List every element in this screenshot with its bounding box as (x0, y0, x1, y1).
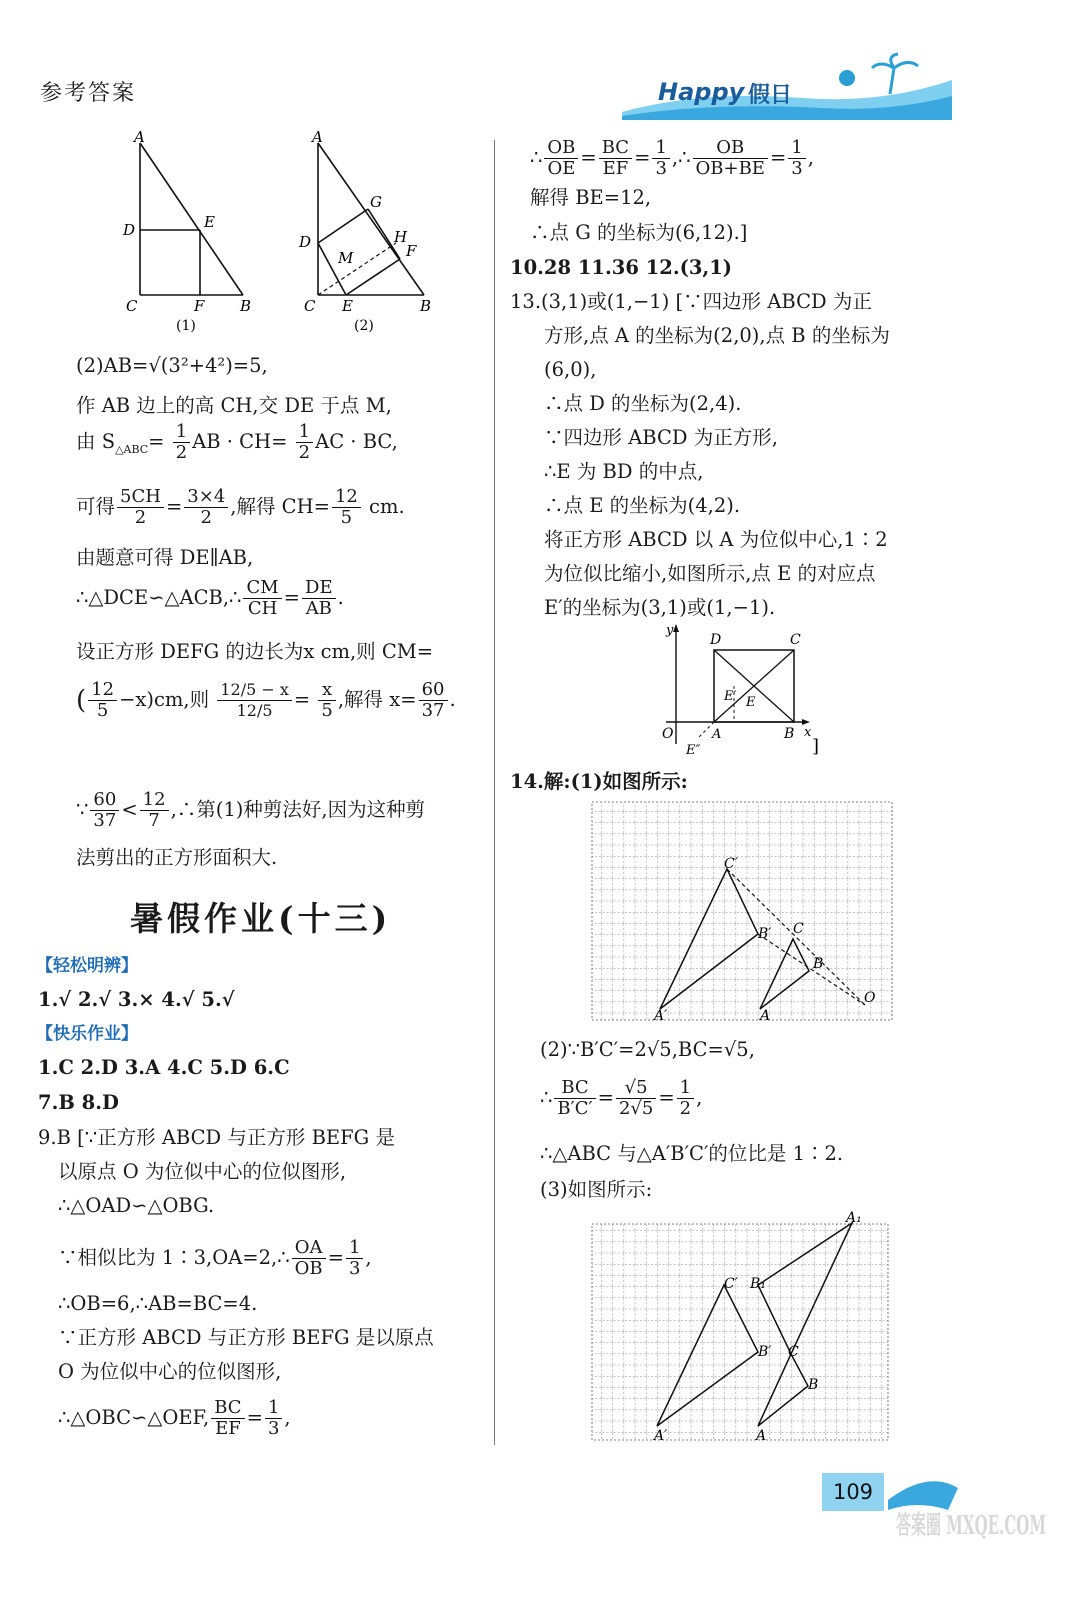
q9-line-1: 9.B [∵正方形 ABCD 与正方形 BEFG 是 (38, 1126, 395, 1149)
figure-2 (296, 125, 446, 335)
left-line-3: 由 $S_{\triangle ABC}=$ $\frac{1}{2}$ AB · CH= $\frac{1}{2}$ AC · BC, (76, 421, 398, 463)
grid1-label-B: B (813, 956, 824, 972)
q9-line-8: ∴△OBC∽△OEF, $\frac{BC}{EF}$ = $\frac{1}{3}$ , (58, 1397, 291, 1439)
right-line-3: ∴点 G 的坐标为(6,12).] (530, 221, 748, 244)
right-line-2: 解得 BE=12, (530, 186, 652, 209)
grid2-label-A1: A₁ (846, 1210, 862, 1226)
q13-label-x: x (804, 725, 812, 740)
grid-figure-2 (590, 1208, 894, 1444)
true-false-answers: 1.√ 2.√ 3.× 4.√ 5.√ (38, 988, 235, 1011)
fig1-caption: (1) (176, 318, 196, 334)
page-number: 109 (822, 1473, 884, 1511)
q13-bracket: ] (812, 736, 820, 757)
q13-label-E: E (746, 695, 756, 710)
right-line-6: 方形,点 A 的坐标为(2,0),点 B 的坐标为 (544, 324, 890, 347)
q13-label-O: O (662, 726, 674, 742)
logo-text: Happy (658, 78, 745, 106)
q9-line-6: ∵正方形 ABCD 与正方形 BEFG 是以原点 (58, 1326, 434, 1349)
left-line-1: (2)AB=√(3²+4²)=5, (76, 354, 268, 377)
right-line-11: ∴点 E 的坐标为(4,2). (544, 494, 741, 517)
fig1-label-B: B (240, 297, 252, 315)
fig2-label-M: M (338, 249, 354, 267)
grid1-label-C1: C′ (724, 856, 738, 872)
right-line-14: E′的坐标为(3,1)或(1,−1). (544, 596, 776, 619)
q13-label-E2: E″ (686, 743, 701, 758)
right-line-5: 13.(3,1)或(1,−1) [∵四边形 ABCD 为正 (510, 290, 872, 313)
fig1-label-A: A (134, 128, 145, 146)
grid1-label-O: O (864, 990, 876, 1006)
right-line-1: ∴ $\frac{OB}{OE}$ = $\frac{BC}{EF}$ = $\frac{1}{3}$ ,∴ $\frac{OB}{OB+BE}$ = $\frac{1}{3}$ , (530, 137, 814, 179)
tag-easy-judge: 【轻松明辨】 (36, 956, 138, 976)
right-line-4: 10.28 11.36 12.(3,1) (510, 256, 733, 279)
fig2-label-E: E (342, 297, 353, 315)
right-line-15: 14.解:(1)如图所示: (510, 770, 688, 793)
right-line-17: ∴ $\frac{BC}{B'C'}$ = $\frac{√5}{2√5}$ = $\frac{1}{2}$ , (540, 1077, 703, 1119)
mc-answers-2: 7.B 8.D (38, 1091, 119, 1114)
q13-label-E1: E′ (724, 689, 737, 704)
fig2-caption: (2) (354, 318, 374, 334)
fig1-label-D: D (123, 221, 136, 239)
q13-label-D: D (710, 632, 722, 648)
grid2-label-C: C (788, 1344, 799, 1360)
grid-figure-1 (590, 800, 894, 1022)
grid1-label-A: A (760, 1008, 771, 1022)
fig2-label-G: G (370, 193, 382, 211)
watermark-text: 答案圈 MXQE.COM (896, 1511, 1046, 1541)
logo-badge: 假日 (748, 83, 793, 108)
right-line-8: ∴点 D 的坐标为(2,4). (544, 392, 742, 415)
right-line-7: (6,0), (544, 358, 597, 381)
left-line-6: ∴△DCE∽△ACB,∴ $\frac{CM}{CH}$ = $\frac{DE}{AB}$ . (76, 577, 344, 619)
left-line-8: ( $\frac{12}{5}$ −x)cm,则 $\frac{12/5 - x}{12/5}$ = $\frac{x}{5}$ ,解得 x= $\frac{60}{37}$ . (76, 679, 456, 721)
fig2-label-F: F (406, 242, 417, 260)
q13-label-B: B (784, 726, 795, 742)
right-line-13: 为位似比缩小,如图所示,点 E 的对应点 (544, 562, 876, 585)
grid1-label-B1: B′ (758, 926, 772, 942)
fig2-label-A: A (312, 128, 323, 146)
watermark-logo (888, 1470, 1048, 1570)
left-line-9: ∵ $\frac{60}{37}$ < $\frac{12}{7}$ ,∴第(1)种剪法好,因为这种剪 (76, 789, 426, 831)
q13-label-y: y (666, 623, 674, 638)
right-line-9: ∵四边形 ABCD 为正方形, (544, 426, 778, 449)
column-divider (494, 140, 495, 1445)
fig2-label-H: H (394, 228, 408, 246)
grid2-label-C1: C′ (724, 1276, 738, 1292)
q9-line-5: ∴OB=6,∴AB=BC=4. (58, 1292, 258, 1315)
right-line-12: 将正方形 ABCD 以 A 为位似中心,1∶2 (544, 528, 888, 551)
left-line-2: 作 AB 边上的高 CH,交 DE 于点 M, (76, 394, 392, 417)
grid2-label-A: A (756, 1428, 767, 1444)
q9-line-4: ∵相似比为 1∶3,OA=2,∴ $\frac{OA}{OB}$ = $\frac{1}{3}$ , (58, 1237, 372, 1279)
fig2-label-C: C (304, 297, 316, 315)
section-title: 暑假作业(十三) (130, 899, 392, 938)
fig2-label-D: D (299, 233, 312, 251)
right-line-18: ∴△ABC 与△A′B′C′的位比是 1∶2. (540, 1142, 844, 1165)
fig1-label-F: F (194, 297, 205, 315)
grid1-label-A1: A′ (654, 1008, 668, 1022)
grid2-label-B2: B′ (758, 1344, 772, 1360)
figure-1 (118, 125, 268, 335)
left-line-7: 设正方形 DEFG 的边长为x cm,则 CM= (76, 640, 434, 663)
fig1-label-C: C (126, 297, 138, 315)
right-line-19: (3)如图所示: (540, 1178, 653, 1201)
left-line-10: 法剪出的正方形面积大. (76, 846, 278, 869)
fig2-label-B: B (420, 297, 432, 315)
right-line-10: ∴E 为 BD 的中点, (544, 460, 704, 483)
q9-line-2: 以原点 O 为位似中心的位似图形, (58, 1160, 347, 1183)
header-title: 参考答案 (40, 81, 137, 106)
grid2-label-B1: B₁ (750, 1276, 766, 1292)
tag-happy-homework: 【快乐作业】 (36, 1024, 138, 1044)
left-line-4: 可得 $\frac{5CH}{2}$ = $\frac{3\times 4}{2}$ ,解得 CH= $\frac{12}{5}$ cm. (76, 486, 405, 528)
q9-line-7: O 为位似中心的位似图形, (58, 1360, 282, 1383)
q13-figure (654, 622, 834, 762)
grid1-label-C: C (793, 921, 804, 937)
grid2-label-B: B (808, 1377, 819, 1393)
fig1-label-E: E (204, 213, 215, 231)
q13-label-A: A (712, 727, 722, 742)
grid2-label-A2: A′ (654, 1428, 668, 1444)
q13-label-C: C (790, 632, 801, 648)
q9-line-3: ∴△OAD∽△OBG. (58, 1194, 215, 1217)
mc-answers-1: 1.C 2.D 3.A 4.C 5.D 6.C (38, 1056, 290, 1079)
right-line-16: (2)∵B′C′=2√5,BC=√5, (540, 1038, 755, 1061)
left-line-5: 由题意可得 DE∥AB, (76, 546, 254, 569)
